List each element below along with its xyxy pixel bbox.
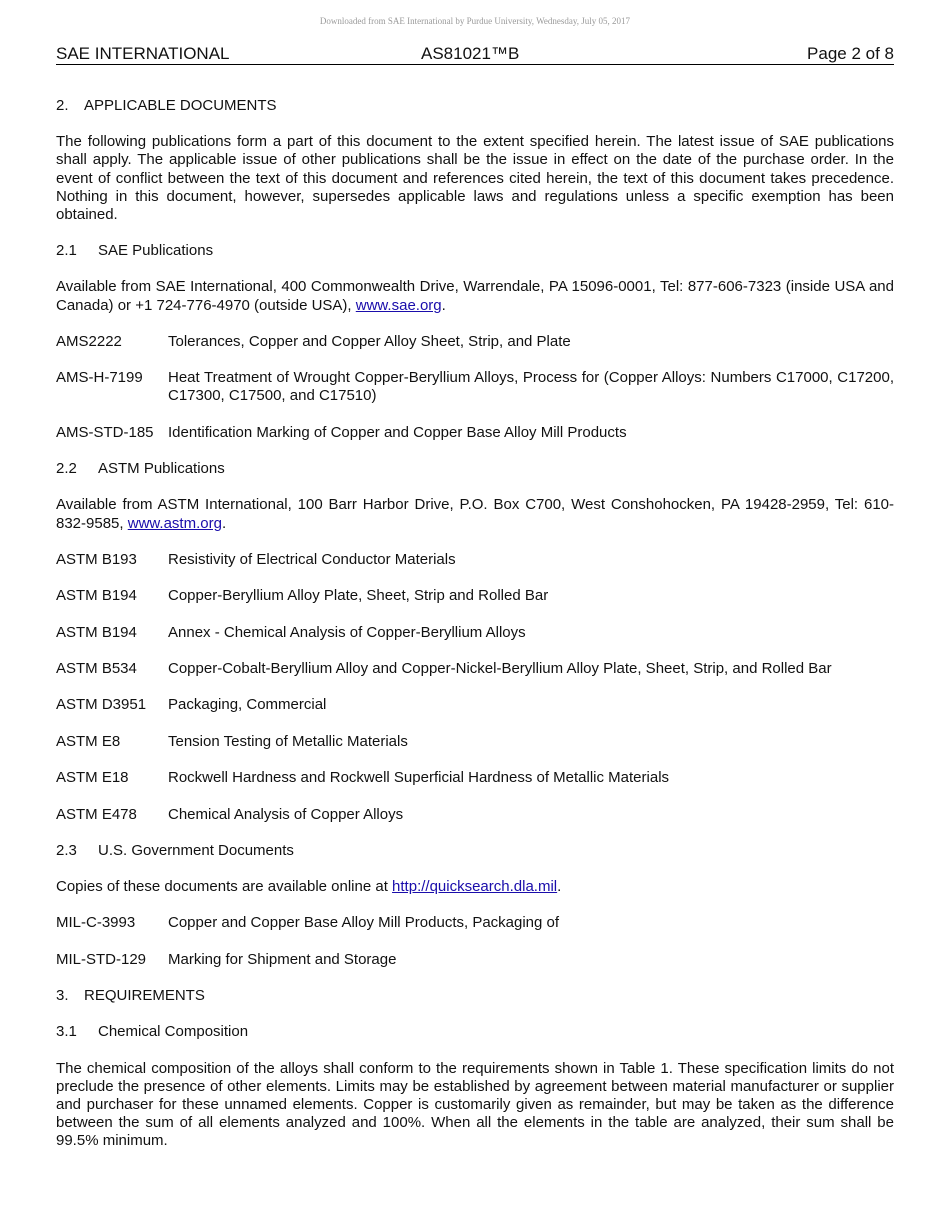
- sentence-end: .: [441, 296, 446, 314]
- reference-item: [56, 696, 894, 714]
- section-number: 2.1: [56, 242, 77, 260]
- reference-item: [56, 369, 894, 405]
- reference-item: [56, 951, 894, 969]
- page-header: [56, 44, 894, 65]
- reference-title: Tolerances, Copper and Copper Alloy Sheet, Strip, and Plate: [168, 332, 571, 350]
- section-2-intro: The following publications form a part of this document to the extent specified herein. The latest issue of SAE publications shall apply. The applicable issue of other publications shall be the issue in effect on the date of the purchase order. In the event of conflict between the text of this document and references cited herein, the text of this document takes precedence. Nothing in this document, however, supersedes applicable laws and regulations unless a specific exemption has been obtained.: [56, 133, 894, 224]
- section-3-heading: [56, 987, 894, 1005]
- section-title: Chemical Composition: [98, 1023, 249, 1041]
- header-org: SAE INTERNATIONAL: [56, 44, 230, 63]
- sae-availability: [56, 278, 894, 314]
- astm-availability-text: Available from ASTM International, 100 Barr Harbor Drive, P.O. Box C700, West Conshohocken, PA 19428-2959, Tel: 610-832-9585,: [56, 496, 894, 532]
- reference-title: Marking for Shipment and Storage: [168, 950, 397, 968]
- reference-code: ASTM B534: [56, 659, 137, 677]
- section-number: 2.: [56, 97, 69, 114]
- reference-item: [56, 806, 894, 824]
- reference-title: Copper-Cobalt-Beryllium Alloy and Copper-Nickel-Beryllium Alloy Plate, Sheet, Strip, and Rolled Bar: [168, 659, 832, 677]
- section-number: 3.1: [56, 1023, 77, 1041]
- reference-code: AMS-H-7199: [56, 369, 143, 387]
- reference-title: Chemical Analysis of Copper Alloys: [168, 805, 404, 823]
- header-doc-id: AS81021™B: [421, 44, 520, 63]
- reference-code: ASTM B194: [56, 587, 137, 605]
- reference-code: AMS-STD-185: [56, 423, 154, 441]
- sentence-end: .: [221, 514, 227, 532]
- reference-item: [56, 660, 894, 678]
- reference-code: MIL-STD-129: [56, 950, 147, 968]
- gov-availability-text: Copies of these documents are available online at: [56, 878, 393, 896]
- section-2-heading: [56, 97, 894, 115]
- section-number: 2.2: [56, 460, 77, 478]
- reference-code: ASTM D3951: [56, 696, 147, 714]
- reference-title: Packaging, Commercial: [168, 696, 327, 714]
- astm-availability: [56, 496, 894, 532]
- reference-code: MIL-C-3993: [56, 914, 136, 932]
- sae-website-link[interactable]: www.sae.org: [355, 296, 442, 314]
- reference-title: Annex - Chemical Analysis of Copper-Beryllium Alloys: [168, 623, 526, 641]
- reference-title: Tension Testing of Metallic Materials: [168, 732, 408, 750]
- section-title: APPLICABLE DOCUMENTS: [84, 97, 277, 114]
- section-3-1-heading: [56, 1023, 894, 1041]
- reference-code: ASTM E18: [56, 769, 129, 787]
- reference-title: Copper-Beryllium Alloy Plate, Sheet, Strip and Rolled Bar: [168, 587, 549, 605]
- quicksearch-link[interactable]: http://quicksearch.dla.mil: [392, 878, 558, 896]
- reference-title: Identification Marking of Copper and Copper Base Alloy Mill Products: [168, 423, 627, 441]
- document-body: [56, 97, 894, 1169]
- reference-item: [56, 769, 894, 787]
- reference-item: [56, 333, 894, 351]
- section-number: 3.: [56, 987, 69, 1005]
- reference-title: Copper and Copper Base Alloy Mill Products, Packaging of: [168, 914, 560, 932]
- section-title: SAE Publications: [98, 242, 214, 260]
- section-2-3-heading: [56, 842, 894, 860]
- section-title: U.S. Government Documents: [98, 841, 294, 859]
- reference-item: [56, 551, 894, 569]
- reference-title: Resistivity of Electrical Conductor Materials: [168, 550, 456, 568]
- section-title: REQUIREMENTS: [84, 987, 205, 1005]
- reference-code: AMS2222: [56, 332, 122, 350]
- download-watermark: Downloaded from SAE International by Purdue University, Wednesday, July 05, 2017: [319, 16, 631, 26]
- astm-website-link[interactable]: www.astm.org: [127, 514, 222, 532]
- section-2-1-heading: [56, 242, 894, 260]
- section-2-2-heading: [56, 460, 894, 478]
- reference-item: [56, 914, 894, 932]
- reference-item: [56, 587, 894, 605]
- header-page-number: Page 2 of 8: [807, 44, 894, 63]
- sentence-end: .: [557, 878, 562, 896]
- reference-title: Heat Treatment of Wrought Copper-Beryllium Alloys, Process for (Copper Alloys: Numbers C17000, C17200, C17300, C17500, and C17510): [168, 369, 894, 405]
- section-number: 2.3: [56, 841, 77, 859]
- reference-code: ASTM E478: [56, 805, 137, 823]
- reference-item: [56, 424, 894, 442]
- reference-item: [56, 733, 894, 751]
- reference-item: [56, 624, 894, 642]
- reference-code: ASTM B193: [56, 550, 137, 568]
- gov-availability: [56, 878, 894, 896]
- sae-availability-text: Available from SAE International, 400 Commonwealth Drive, Warrendale, PA 15096-0001, Tel: 877-606-7323 (inside USA and Canada) or +1 724-776-4970 (outside USA),: [56, 278, 894, 314]
- reference-title: Rockwell Hardness and Rockwell Superficial Hardness of Metallic Materials: [168, 769, 670, 787]
- section-title: ASTM Publications: [98, 460, 225, 478]
- reference-code: ASTM E8: [56, 732, 121, 750]
- reference-code: ASTM B194: [56, 623, 137, 641]
- chemical-composition-text: The chemical composition of the alloys shall conform to the requirements shown in Table 1. These specification limits do not preclude the presence of other elements. Limits may be established by agreement between material manufacturer or supplier and purchaser for these unnamed elements. Copper is customarily given as remainder, but may be taken as the difference between the sum of all elements analyzed and 100%. When all the elements in the table are analyzed, their sum shall be 99.5% minimum.: [56, 1059, 894, 1150]
